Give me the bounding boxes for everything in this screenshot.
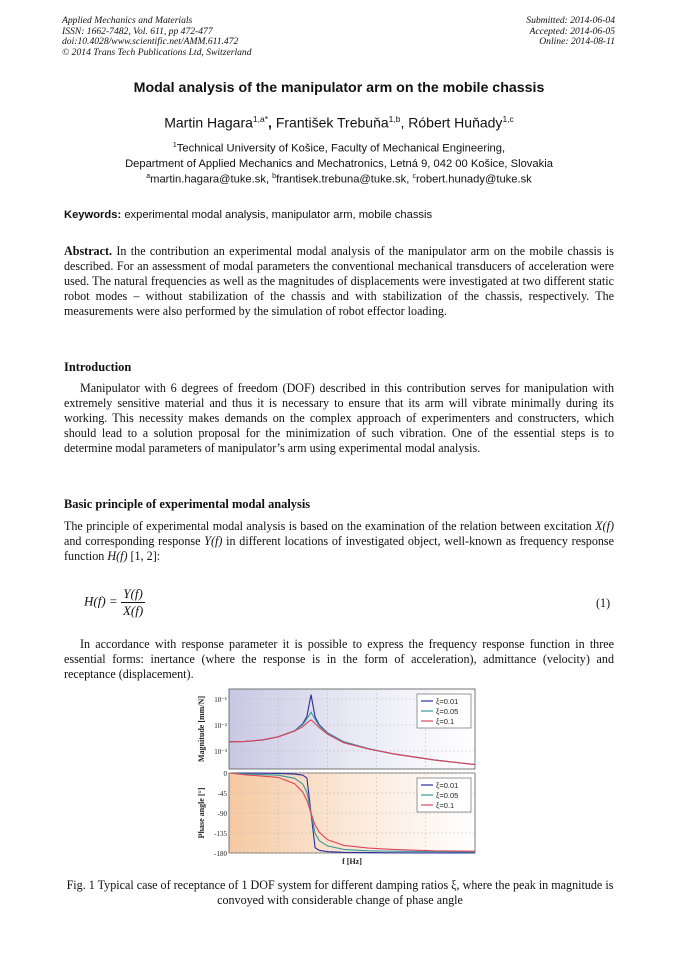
figure-caption: Fig. 1 Typical case of receptance of 1 DOF system for different damping ratios ξ, where the peak in magnitude is convoyed with considerable change of phase angle xyxy=(66,878,614,907)
author-name: Róbert Huňady xyxy=(408,114,503,131)
keywords-label: Keywords: xyxy=(64,209,122,221)
figure-1 xyxy=(196,687,480,867)
legend-label: ξ=0.1 xyxy=(436,717,455,726)
email-list: $^a$martin.hagara@tuke.sk, $^b$frantisek.trebuna@tuke.sk, $^c$robert.hunady@tuke.sk xyxy=(146,173,532,186)
affiliation xyxy=(0,138,678,172)
y-axis-label: Magnitude [mm/N] xyxy=(197,696,206,762)
online-date: Online: 2014-08-11 xyxy=(539,36,615,48)
email-mark: c xyxy=(412,173,416,180)
y-tick-label: 10⁻³ xyxy=(214,748,227,756)
author-list: Martin Hagara$^{1,a*}$, František Trebuňa$^{1,b}$, Róbert Huňady$^{1,c}$ xyxy=(164,114,514,131)
affiliation-mark: 1 xyxy=(172,142,177,149)
equation-denominator: X(f) xyxy=(122,603,144,618)
journal-name: Applied Mechanics and Materials xyxy=(62,15,193,26)
legend-label: ξ=0.01 xyxy=(436,781,459,790)
abstract-label: Abstract. xyxy=(64,244,113,258)
equation-lhs: H(f) = xyxy=(84,593,118,609)
y-tick-label: -90 xyxy=(217,810,227,818)
journal-doi[interactable]: doi:10.4028/www.scientific.net/AMM.611.472 xyxy=(62,36,239,48)
bode-plot xyxy=(196,687,480,867)
text-run: in different locations of investigated object, well-known as frequency response function xyxy=(64,533,614,563)
equation-number: (1) xyxy=(596,596,611,610)
introduction-paragraph: Manipulator with 6 degrees of freedom (DOF) described in this contribution serves for manipulation with extremely sensitive material and thus it is necessary to ensure that its arm will vibrate minimally during its working. This necessity makes demands on the complex approach of experimenters and constructers, which should lead to a solution proposal for the minimization of such vibration. One of the essential steps is to determine modal parameters of manipulator’s arm using experimental modal analysis. xyxy=(64,381,614,455)
y-tick-label: -135 xyxy=(214,830,227,838)
author-name: Martin Hagara xyxy=(164,114,253,131)
author-name: František Trebuňa xyxy=(275,114,389,131)
legend-label: ξ=0.05 xyxy=(436,707,459,716)
legend-label: ξ=0.1 xyxy=(436,801,455,810)
email-mark: b xyxy=(272,173,277,180)
journal-copyright: © 2014 Trans Tech Publications Ltd, Switzerland xyxy=(62,46,252,58)
y-tick-label: 10⁻¹ xyxy=(214,696,227,704)
introduction-heading: Introduction xyxy=(64,360,132,374)
equation-numerator: Y(f) xyxy=(121,586,145,603)
frf-forms-paragraph: In accordance with response parameter it is possible to express the frequency response function in three essential forms: inertance (where the response is in the form of acceleration), admittance (velocity) and receptance (displacement). xyxy=(64,637,614,681)
journal-header xyxy=(62,16,252,58)
citation: [1, 2]: xyxy=(130,548,161,563)
y-tick-label: -45 xyxy=(217,790,227,798)
x-axis-label: f [Hz] xyxy=(342,857,362,866)
email-mark: a xyxy=(146,173,151,180)
y-axis-label: Phase angle [°] xyxy=(197,787,206,839)
excitation-symbol: X(f) xyxy=(595,519,614,533)
text-run: and corresponding response xyxy=(64,533,201,548)
keywords xyxy=(64,209,616,221)
equation-1 xyxy=(84,586,145,619)
abstract-text: In the contribution an experimental modal analysis of the manipulator arm on the mobile chassis is described. For an assessment of modal parameters the conventional mechanical transducers of acceleration were used. The natural frequencies as well as the magnitudes of displacements were investigated at two different static robot modes – without stabilization of the chassis and with stabilization of the chassis, respectively. The measurements were also performed by the simulation of robot effector loading. xyxy=(64,244,614,318)
accepted-date: Accepted: 2014-06-05 xyxy=(529,25,615,37)
legend-label: ξ=0.05 xyxy=(436,791,459,800)
author-affiliation-mark: 1,a* xyxy=(252,114,269,124)
author-email[interactable]: martin.hagara@tuke.sk xyxy=(150,173,266,186)
y-tick-label: -180 xyxy=(214,850,227,858)
author-affiliation-mark: 1,c xyxy=(502,114,514,124)
principle-paragraph xyxy=(64,519,614,564)
affiliation-line-1: Technical University of Košice, Faculty of Mechanical Engineering, xyxy=(176,142,506,155)
equation-fraction xyxy=(121,586,145,619)
date-header xyxy=(526,16,615,48)
author-email[interactable]: frantisek.trebuna@tuke.sk xyxy=(276,173,407,186)
paper-title: Modal analysis of the manipulator arm on the mobile chassis xyxy=(133,80,545,96)
y-tick-label: 0 xyxy=(223,770,227,778)
response-symbol: Y(f) xyxy=(204,533,223,548)
journal-issn: ISSN: 1662-7482, Vol. 611, pp 472-477 xyxy=(62,25,213,37)
affiliation-line-2: Department of Applied Mechanics and Mechatronics, Letná 9, 042 00 Košice, Slovakia xyxy=(125,157,553,170)
keywords-text: experimental modal analysis, manipulator arm, mobile chassis xyxy=(124,209,433,221)
legend-label: ξ=0.01 xyxy=(436,697,459,706)
author-email[interactable]: robert.hunady@tuke.sk xyxy=(415,173,532,186)
author-affiliation-mark: 1,b xyxy=(388,114,401,124)
submitted-date: Submitted: 2014-06-04 xyxy=(526,15,615,26)
abstract xyxy=(64,244,614,319)
y-tick-label: 10⁻² xyxy=(214,722,227,730)
text-run: The principle of experimental modal analysis is based on the examination of the relation between excitation xyxy=(64,519,592,533)
section-heading: Basic principle of experimental modal analysis xyxy=(64,497,311,511)
frf-symbol: H(f) xyxy=(107,548,128,563)
